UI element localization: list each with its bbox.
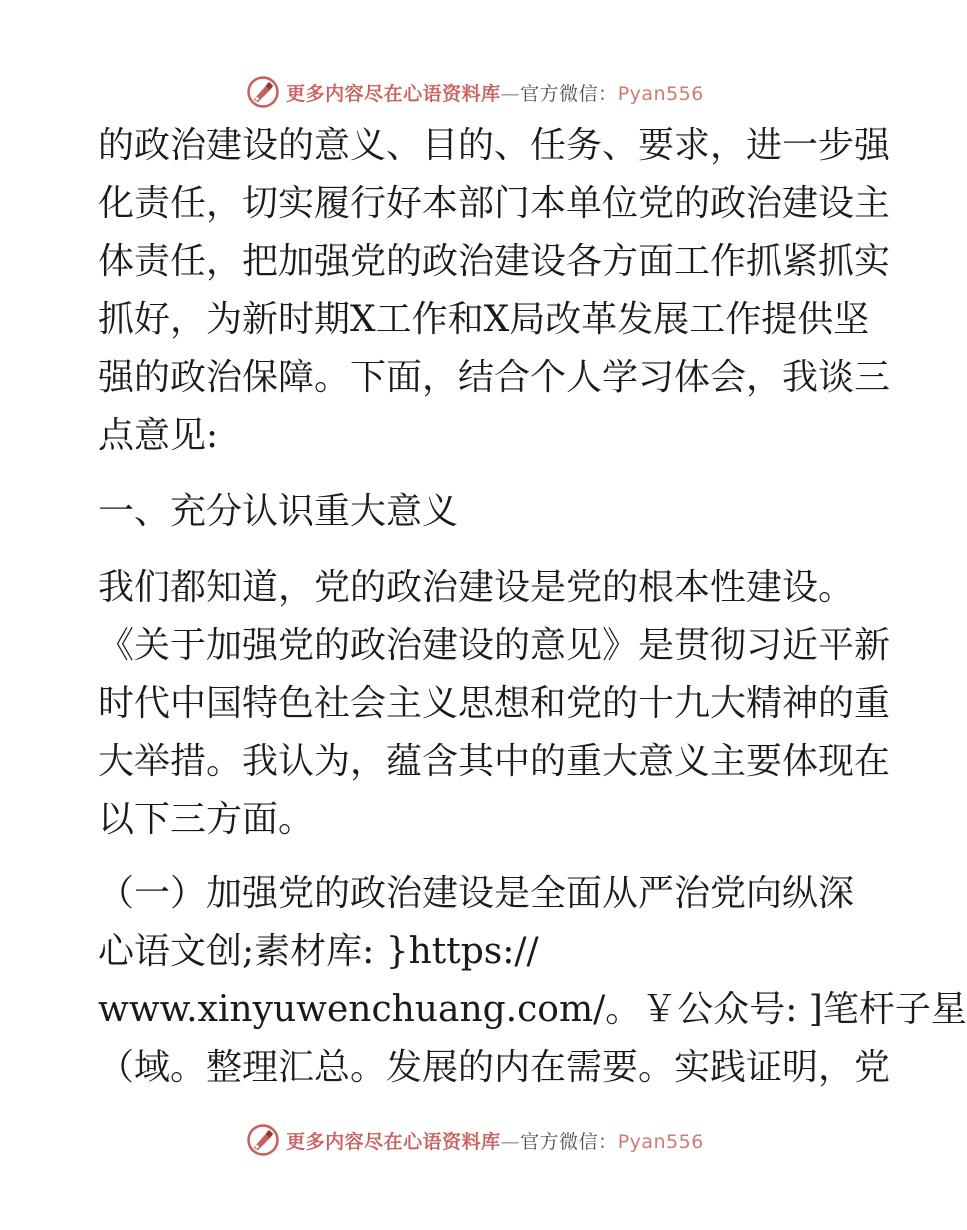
banner-site-text: 更多内容尽在心语资料库	[286, 1130, 501, 1153]
subsection-heading: （一）加强党的政治建设是全面从严治党向纵深	[98, 873, 855, 914]
banner-wechat-id: Pyan556	[617, 82, 704, 105]
text-line-11: 大举措。我认为，蕴含其中的重大意义主要体现在	[98, 741, 891, 782]
text-line-1: 的政治建设的意义、目的、任务、要求，进一步强	[98, 125, 891, 166]
text-line-12: 以下三方面。	[98, 799, 315, 840]
text-line-3: 体责任，把加强党的政治建设各方面工作抓紧抓实	[98, 241, 891, 282]
banner-dash: —	[500, 1130, 521, 1153]
text-line-14: 心语文创;素材库: }https://	[98, 931, 539, 972]
text-line-10: 时代中国特色社会主义思想和党的十九大精神的重	[98, 683, 891, 724]
text-line-2: 化责任，切实履行好本部门本单位党的政治建设主	[98, 183, 891, 224]
banner-text	[286, 79, 704, 106]
text-line-6: 点意见:	[98, 415, 219, 456]
banner-wechat-id: Pyan556	[617, 1130, 704, 1153]
footer-banner	[0, 1120, 950, 1160]
banner-site-text: 更多内容尽在心语资料库	[286, 82, 501, 105]
banner-wechat-label: 官方微信：	[520, 82, 618, 105]
pen-nib-logo-icon	[246, 75, 280, 109]
section-heading: 一、充分认识重大意义	[98, 491, 459, 532]
text-line-9: 《关于加强党的政治建设的意见》是贯彻习近平新	[98, 625, 891, 666]
text-line-16: （域。整理汇总。发展的内在需要。实践证明，党	[98, 1047, 891, 1088]
text-line-8: 我们都知道，党的政治建设是党的根本性建设。	[98, 567, 855, 608]
banner-wechat-label: 官方微信：	[520, 1130, 618, 1153]
banner-dash: —	[500, 82, 521, 105]
banner-text	[286, 1127, 704, 1154]
header-banner	[0, 72, 950, 112]
text-line-15: www.xinyuwenchuang.com/。￥公众号: ]笔杆子星	[98, 989, 967, 1030]
pen-nib-logo-icon	[246, 1123, 280, 1157]
text-line-5: 强的政治保障。下面，结合个人学习体会，我谈三	[98, 357, 891, 398]
text-line-4: 抓好，为新时期X工作和X局改革发展工作提供坚	[98, 299, 870, 340]
